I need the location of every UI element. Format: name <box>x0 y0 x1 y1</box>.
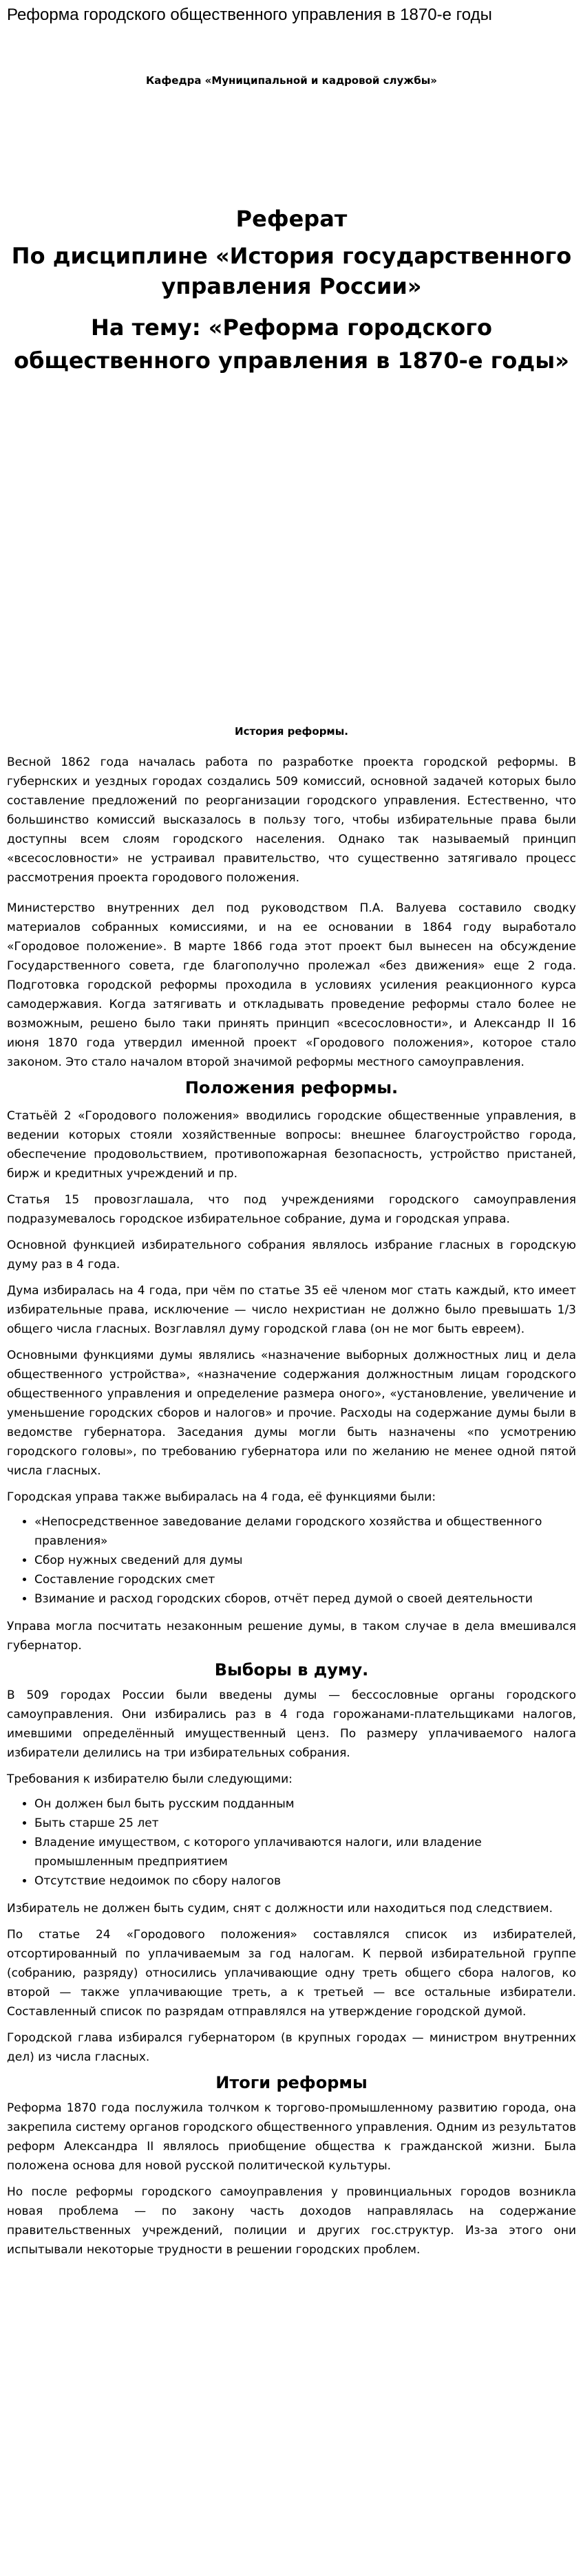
history-section <box>7 725 576 1072</box>
list-item: • Владение имуществом, с которого уплачиваются налоги, или владение промышленным предприятием <box>34 1833 576 1871</box>
provisions-paragraph-7: Управа могла посчитать незаконным решение думы, в таком случае в дела вмешивался губернатор. <box>7 1620 576 1653</box>
results-heading: Итоги реформы <box>215 2073 368 2092</box>
provisions-heading: Положения реформы. <box>184 1078 399 1097</box>
list-item: • Взимание и расход городских сборов, отчёт перед думой о своей деятельности <box>34 1589 576 1609</box>
results-section <box>7 2072 576 2260</box>
list-item: • Отсутствие недоимок по сбору налогов <box>34 1871 576 1891</box>
history-paragraph-2: Министерство внутренних дел под руководством П.А. Валуева составило сводку материалов собранных комиссиями, и на ее основании в 1864 году выработало «Городовое положение». В марте 1866 года этот проект был вынесен на обсуждение Государственного совета, где благополучно пролежал «без движения» еще 2 года. Подготовка городской реформы проходила в условиях усиления реакционного курса самодержавия. Когда затягивать и откладывать проведение реформы стало более не возможным, решено было таки принять принцип «всесословности», и Александр II 16 июня 1870 года утвердил именной проект «Городового положения», которое стало законом. Это стало началом второй значимой реформы местного самоуправления. <box>7 901 576 1069</box>
elections-paragraph-4: По статье 24 «Городового положения» составлялся список из избирателей, отсортированный по уплачиваемым за год налогам. К первой избирательной группе (собранию, разряду) относились уплачивающие одну треть общего сбора налогов, ко второй — также уплачивающие треть, а к третьей — все остальные избиратели. Составленный список по разрядам отправлялся на утверждение городской думой. <box>7 1928 576 2019</box>
list-item: • «Непосредственное заведование делами городского хозяйства и общественного правления» <box>34 1512 576 1551</box>
list-item: • Он должен был быть русским подданным <box>34 1794 576 1814</box>
results-paragraph-2: Но после реформы городского самоуправления у провинциальных городов возникла новая проблема — по закону часть доходов направлялась на содержание правительственных учреждений, полиции и других гос.структур. Из-за этого они испытывали некоторые трудности в решении городских проблем. <box>7 2185 576 2257</box>
elections-paragraph-1: В 509 городах России были введены думы — бессословные органы городского самоуправления. Они избирались раз в 4 года горожанами-плательщиками налогов, имевшими определённый имущественный ценз. По размеру уплачиваемого налога избиратели делились на три избирательных собрания. <box>7 1688 576 1760</box>
essay-label: Реферат <box>235 206 348 232</box>
department-line: Кафедра «Муниципальной и кадровой службы» <box>146 74 437 87</box>
provisions-paragraph-6: Городская управа также выбиралась на 4 года, её функциями были: <box>7 1490 436 1504</box>
history-paragraph-1: Весной 1862 года началась работа по разработке проекта городской реформы. В губернских и уездных городах создались 509 комиссий, основной задачей которых было составление предложений по реорганизации городского управления. Естественно, что большинство комиссий высказалось в пользу того, чтобы избирательные права были доступны всем слоям городского населения. Однако так называемый принцип «всесословности» не устраивал правительство, что существенно затягивало процесс рассмотрения проекта городового положения. <box>7 755 576 885</box>
provisions-section <box>7 1077 576 1655</box>
provisions-paragraph-5: Основными функциями думы являлись «назначение выборных должностных лиц и дела общественного устройства», «назначение содержания должностным лицам городского общественного управления и определение размера оного», «установление, увеличение и уменьшение городских сборов и налогов» и прочие. Расходы на содержание думы были в ведомстве губернатора. Заседания думы могли быть назначены «по усмотрению городского головы», по требованию губернатора или по желанию не менее одной пятой числа гласных. <box>7 1349 576 1478</box>
list-item: • Составление городских смет <box>34 1570 576 1589</box>
provisions-paragraph-4: Дума избиралась на 4 года, при чём по статье 35 её членом мог стать каждый, кто имеет избирательные права, исключение — число нехристиан не должно было превышать 1/3 общего числа гласных. Возглавлял думу городской глава (он не мог быть евреем). <box>7 1284 576 1336</box>
provisions-list <box>7 1512 576 1609</box>
elections-heading: Выборы в думу. <box>214 1660 369 1679</box>
elections-paragraph-5: Городской глава избирался губернатором (в крупных городах — министром внутренних дел) из числа гласных. <box>7 2031 576 2064</box>
history-heading: История реформы. <box>235 725 348 738</box>
elections-list <box>7 1794 576 1891</box>
elections-paragraph-3: Избиратель не должен быть судим, снят с должности или находиться под следствием. <box>7 1902 553 1915</box>
provisions-paragraph-1: Статьёй 2 «Городового положения» вводились городские общественные управления, в ведении которых стояли хозяйственные вопросы: внешнее благоустройство города, обеспечение продовольствием, противопожарная безопасность, устройство пристаней, бирж и кредитных учреждений и пр. <box>7 1109 576 1181</box>
list-item: • Сбор нужных сведений для думы <box>34 1551 576 1570</box>
provisions-paragraph-3: Основной функцией избирательного собрания являлось избрание гласных в городскую думу раз в 4 года. <box>7 1238 576 1271</box>
page-title: Реформа городского общественного управления в 1870-е годы <box>7 6 492 24</box>
results-paragraph-1: Реформа 1870 года послужила толчком к торгово-промышленному развитию города, она закрепила систему органов городского общественного управления. Одним из результатов реформ Александра II являлось приобщение общества к гражданской жизни. Была положена основа для новой русской политической культуры. <box>7 2101 576 2173</box>
discipline-line: По дисциплине «История государственного управления России» <box>11 243 572 299</box>
list-item: • Быть старше 25 лет <box>34 1814 576 1833</box>
elections-paragraph-2: Требования к избирателю были следующими: <box>7 1772 293 1786</box>
topic-line: На тему: «Реформа городского общественного управления в 1870-е годы» <box>14 314 569 374</box>
provisions-paragraph-2: Статья 15 провозглашала, что под учреждениями городского самоуправления подразумевалось городское избирательное собрание, дума и городская управа. <box>7 1193 576 1226</box>
elections-section <box>7 1660 576 2067</box>
